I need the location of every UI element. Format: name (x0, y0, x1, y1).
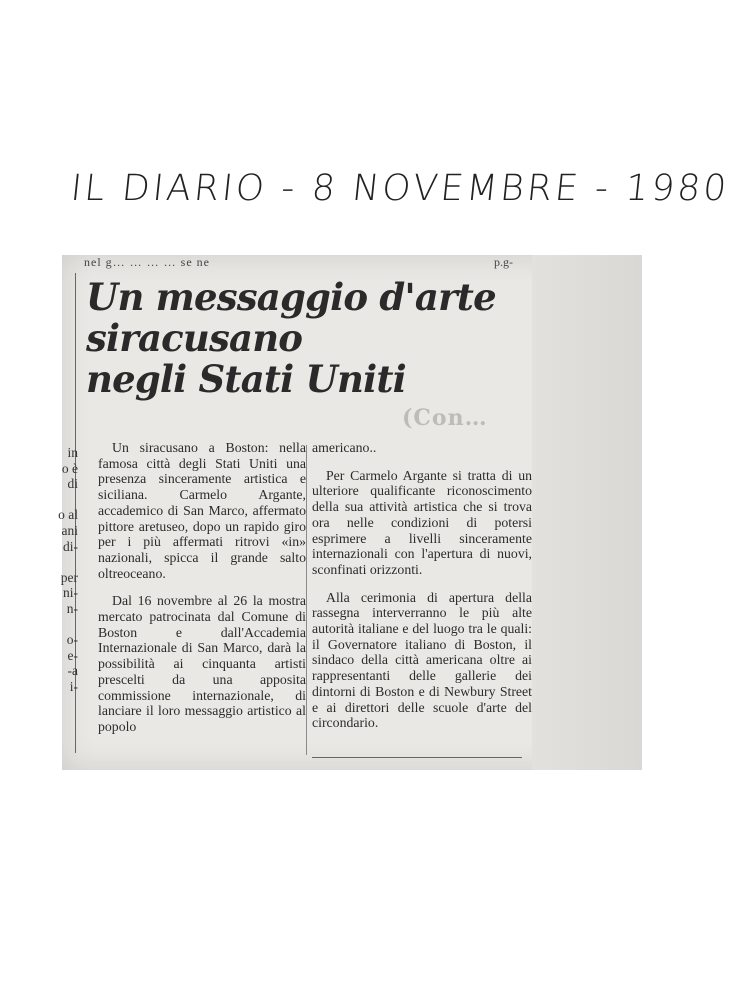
left-fragment-line: n- (66, 600, 78, 616)
bleed-through-text: (Con… (402, 405, 488, 431)
paragraph: Alla cerimonia di apertura della rassegna interverranno le più alte autorità italiane e del luogo tra le quali: il Governatore italiano di Boston, il sindaco della città americana oltre ai rappresentanti delle gallerie dei dintorni di Boston e di Newbury Street e ai direttori delle scuole d'arte del circondario. (312, 589, 532, 731)
left-fragment-line (48, 554, 78, 570)
handwritten-source-note: IL DIARIO - 8 NOVEMBRE - 1980 (68, 168, 731, 209)
headline-line-1: Un messaggio d'arte (86, 275, 496, 319)
left-fragment-line: e- (67, 647, 78, 663)
left-fragment-line: o è (61, 460, 78, 476)
paragraph: Dal 16 novembre al 26 la mostra mercato patrocinata dal Comune di Boston e dall'Accademia Internazionale di San Marco, darà la possibilità ai cinquanta artisti prescelti da una apposita commissione internazionale, di lanciare il loro messaggio artistico al popolo (98, 593, 306, 734)
paragraph: Un siracusano a Boston: nella famosa città degli Stati Uniti una presenza sinceramente artistica e siciliana. Carmelo Argante, accademico di San Marco, affermato pittore aretuseo, dopo un rapido giro per i più affermati ritrovi «in» nazionali, spicca il grande salto oltreoceano. (98, 440, 306, 581)
left-fragment-line: in (67, 445, 78, 460)
newspaper-clipping (58, 255, 642, 770)
clipping-right-margin (532, 255, 642, 770)
left-fragment-line: ni- (63, 585, 78, 601)
top-cut-text-right: p.g- (494, 255, 513, 269)
left-fragment-line (48, 492, 78, 508)
left-fragment-line: i- (69, 678, 78, 694)
article-column-2 (312, 440, 532, 743)
left-fragment-line: o- (66, 632, 78, 648)
paragraph: americano.. (312, 440, 377, 455)
left-fragment-line: di (67, 476, 78, 492)
left-fragment-line: ani (61, 522, 78, 538)
headline-line-3: negli Stati Uniti (86, 357, 406, 401)
left-cut-column (48, 445, 78, 695)
top-cut-text-left: nel g… … … … se ne (84, 255, 210, 269)
left-fragment-line (48, 617, 78, 633)
bottom-rule (312, 757, 522, 758)
left-fragment-line: per (60, 569, 78, 585)
headline-line-2: siracusano (86, 316, 303, 360)
left-fragment-line: di- (63, 538, 78, 554)
column-divider (306, 445, 307, 755)
left-fragment-line: o al (58, 507, 78, 523)
article-headline (86, 277, 506, 400)
article-column-1 (98, 440, 306, 747)
paragraph: Per Carmelo Argante si tratta di un ulteriore qualificante riconoscimento della sua attività artistica che si trova ora nelle condizioni di potersi esprimere a livelli sinceramente internazionali con l'apertura di nuovi, sconfinati orizzonti. (312, 467, 532, 577)
left-fragment-line: -a (67, 663, 78, 679)
